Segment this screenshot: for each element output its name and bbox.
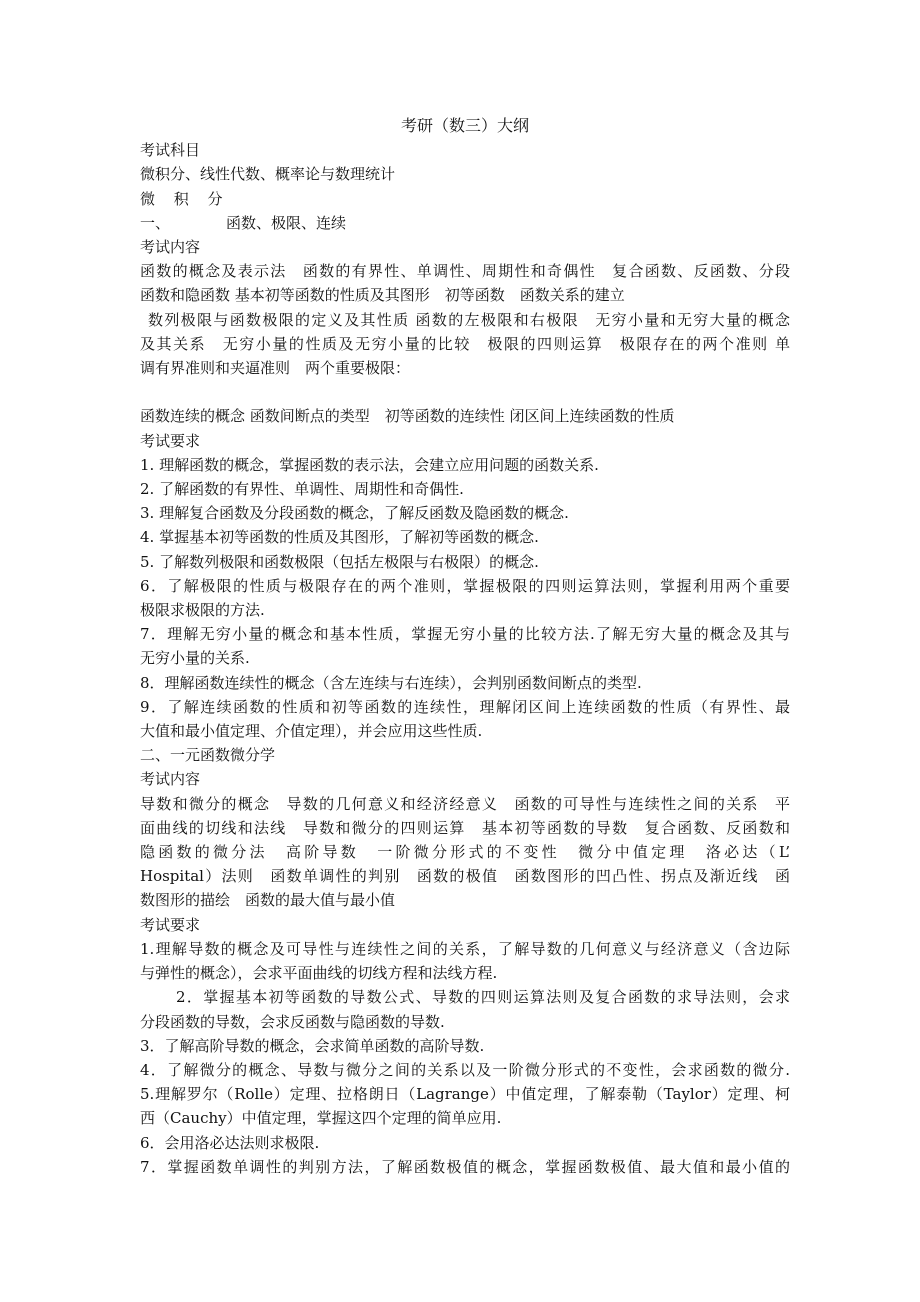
paragraph-line: 面曲线的切线和法线 导数和微分的四则运算 基本初等函数的导数 复合函数、反函数和 bbox=[140, 818, 790, 837]
requirement-item-continued: 极限求极限的方法. bbox=[140, 601, 265, 620]
requirement-item: 2．掌握基本初等函数的导数公式、导数的四则运算法则及复合函数的求导法则，会求 bbox=[176, 988, 790, 1007]
paragraph-line: 函数连续的概念 函数间断点的类型 初等函数的连续性 闭区间上连续函数的性质 bbox=[140, 407, 675, 426]
requirement-item: 2. 了解函数的有界性、单调性、周期性和奇偶性. bbox=[140, 480, 464, 499]
requirement-item-continued: 西（Cauchy）中值定理，掌握这四个定理的简单应用. bbox=[140, 1109, 502, 1128]
section-label: 考试内容 bbox=[140, 238, 201, 257]
paragraph-line: 调有界准则和夹逼准则 两个重要极限： bbox=[140, 359, 411, 378]
requirement-item-continued: 与弹性的概念），会求平面曲线的切线方程和法线方程. bbox=[140, 964, 498, 983]
paragraph-line: 函数和隐函数 基本初等函数的性质及其图形 初等函数 函数关系的建立 bbox=[140, 286, 625, 305]
requirement-item: 6．会用洛必达法则求极限. bbox=[140, 1133, 320, 1152]
requirement-item: 1.理解导数的概念及可导性与连续性之间的关系，了解导数的几何意义与经济意义（含边际 bbox=[140, 939, 790, 958]
paragraph-line: 导数和微分的概念 导数的几何意义和经济经意义 函数的可导性与连续性之间的关系 平 bbox=[140, 794, 790, 813]
requirement-item: 9．了解连续函数的性质和初等函数的连续性，理解闭区间上连续函数的性质（有界性、最 bbox=[140, 697, 790, 716]
requirement-item: 5.理解罗尔（Rolle）定理、拉格朗日（Lagrange）中值定理，了解泰勒（Taylor）定理、柯 bbox=[140, 1085, 790, 1104]
paragraph-line: 数列极限与函数极限的定义及其性质 函数的左极限和右极限 无穷小量和无穷大量的概念 bbox=[148, 310, 790, 329]
subject-list: 微积分、线性代数、概率论与数理统计 bbox=[140, 165, 396, 184]
document-body bbox=[140, 114, 790, 1179]
requirement-item-continued: 无穷小量的关系. bbox=[140, 649, 250, 668]
requirement-item: 7．理解无穷小量的概念和基本性质，掌握无穷小量的比较方法.了解无穷大量的概念及其与 bbox=[140, 625, 790, 644]
chapter-heading-2: 二、一元函数微分学 bbox=[140, 746, 276, 765]
requirement-item: 5. 了解数列极限和函数极限（包括左极限与右极限）的概念. bbox=[140, 552, 539, 571]
requirement-item-continued: 分段函数的导数，会求反函数与隐函数的导数. bbox=[140, 1012, 445, 1031]
section-label: 考试要求 bbox=[140, 431, 201, 450]
requirement-item: 3. 理解复合函数及分段函数的概念，了解反函数及隐函数的概念. bbox=[140, 504, 569, 523]
requirement-item: 7．掌握函数单调性的判别方法，了解函数极值的概念，掌握函数极值、最大值和最小值的 bbox=[140, 1157, 790, 1176]
paragraph-line: 数图形的描绘 函数的最大值与最小值 bbox=[140, 891, 396, 910]
section-label: 考试内容 bbox=[140, 770, 201, 789]
chapter-title: 函数、极限、连续 bbox=[226, 213, 347, 232]
section-label: 考试要求 bbox=[140, 915, 201, 934]
paragraph-line: 及其关系 无穷小量的性质及无穷小量的比较 极限的四则运算 极限存在的两个准则 单 bbox=[140, 334, 790, 353]
paragraph-line: 函数的概念及表示法 函数的有界性、单调性、周期性和奇偶性 复合函数、反函数、分段 bbox=[140, 262, 790, 281]
blank-line bbox=[140, 380, 790, 404]
subject-heading: 微 积 分 bbox=[140, 189, 230, 208]
paragraph-line: 隐函数的微分法 高阶导数 一阶微分形式的不变性 微分中值定理 洛必达（L’ bbox=[140, 843, 790, 862]
requirement-item: 8．理解函数连续性的概念（含左连续与右连续），会判别函数间断点的类型. bbox=[140, 673, 642, 692]
requirement-item: 4. 掌握基本初等函数的性质及其图形，了解初等函数的概念. bbox=[140, 528, 539, 547]
requirement-item: 3．了解高阶导数的概念，会求简单函数的高阶导数. bbox=[140, 1036, 485, 1055]
requirement-item: 1. 理解函数的概念，掌握函数的表示法，会建立应用问题的函数关系. bbox=[140, 455, 599, 474]
requirement-item-continued: 大值和最小值定理、介值定理），并会应用这些性质. bbox=[140, 722, 483, 741]
section-label: 考试科目 bbox=[140, 141, 201, 160]
paragraph-line: Hospital）法则 函数单调性的判别 函数的极值 函数图形的凹凸性、拐点及渐近线 函 bbox=[140, 867, 790, 886]
requirement-item: 4．了解微分的概念、导数与微分之间的关系以及一阶微分形式的不变性，会求函数的微分. bbox=[140, 1060, 790, 1079]
requirement-item: 6．了解极限的性质与极限存在的两个准则，掌握极限的四则运算法则，掌握利用两个重要 bbox=[140, 576, 790, 595]
chapter-number: 一、 bbox=[140, 213, 171, 232]
document-title: 考研（数三）大纲 bbox=[400, 116, 529, 135]
chapter-heading-1 bbox=[140, 211, 790, 235]
